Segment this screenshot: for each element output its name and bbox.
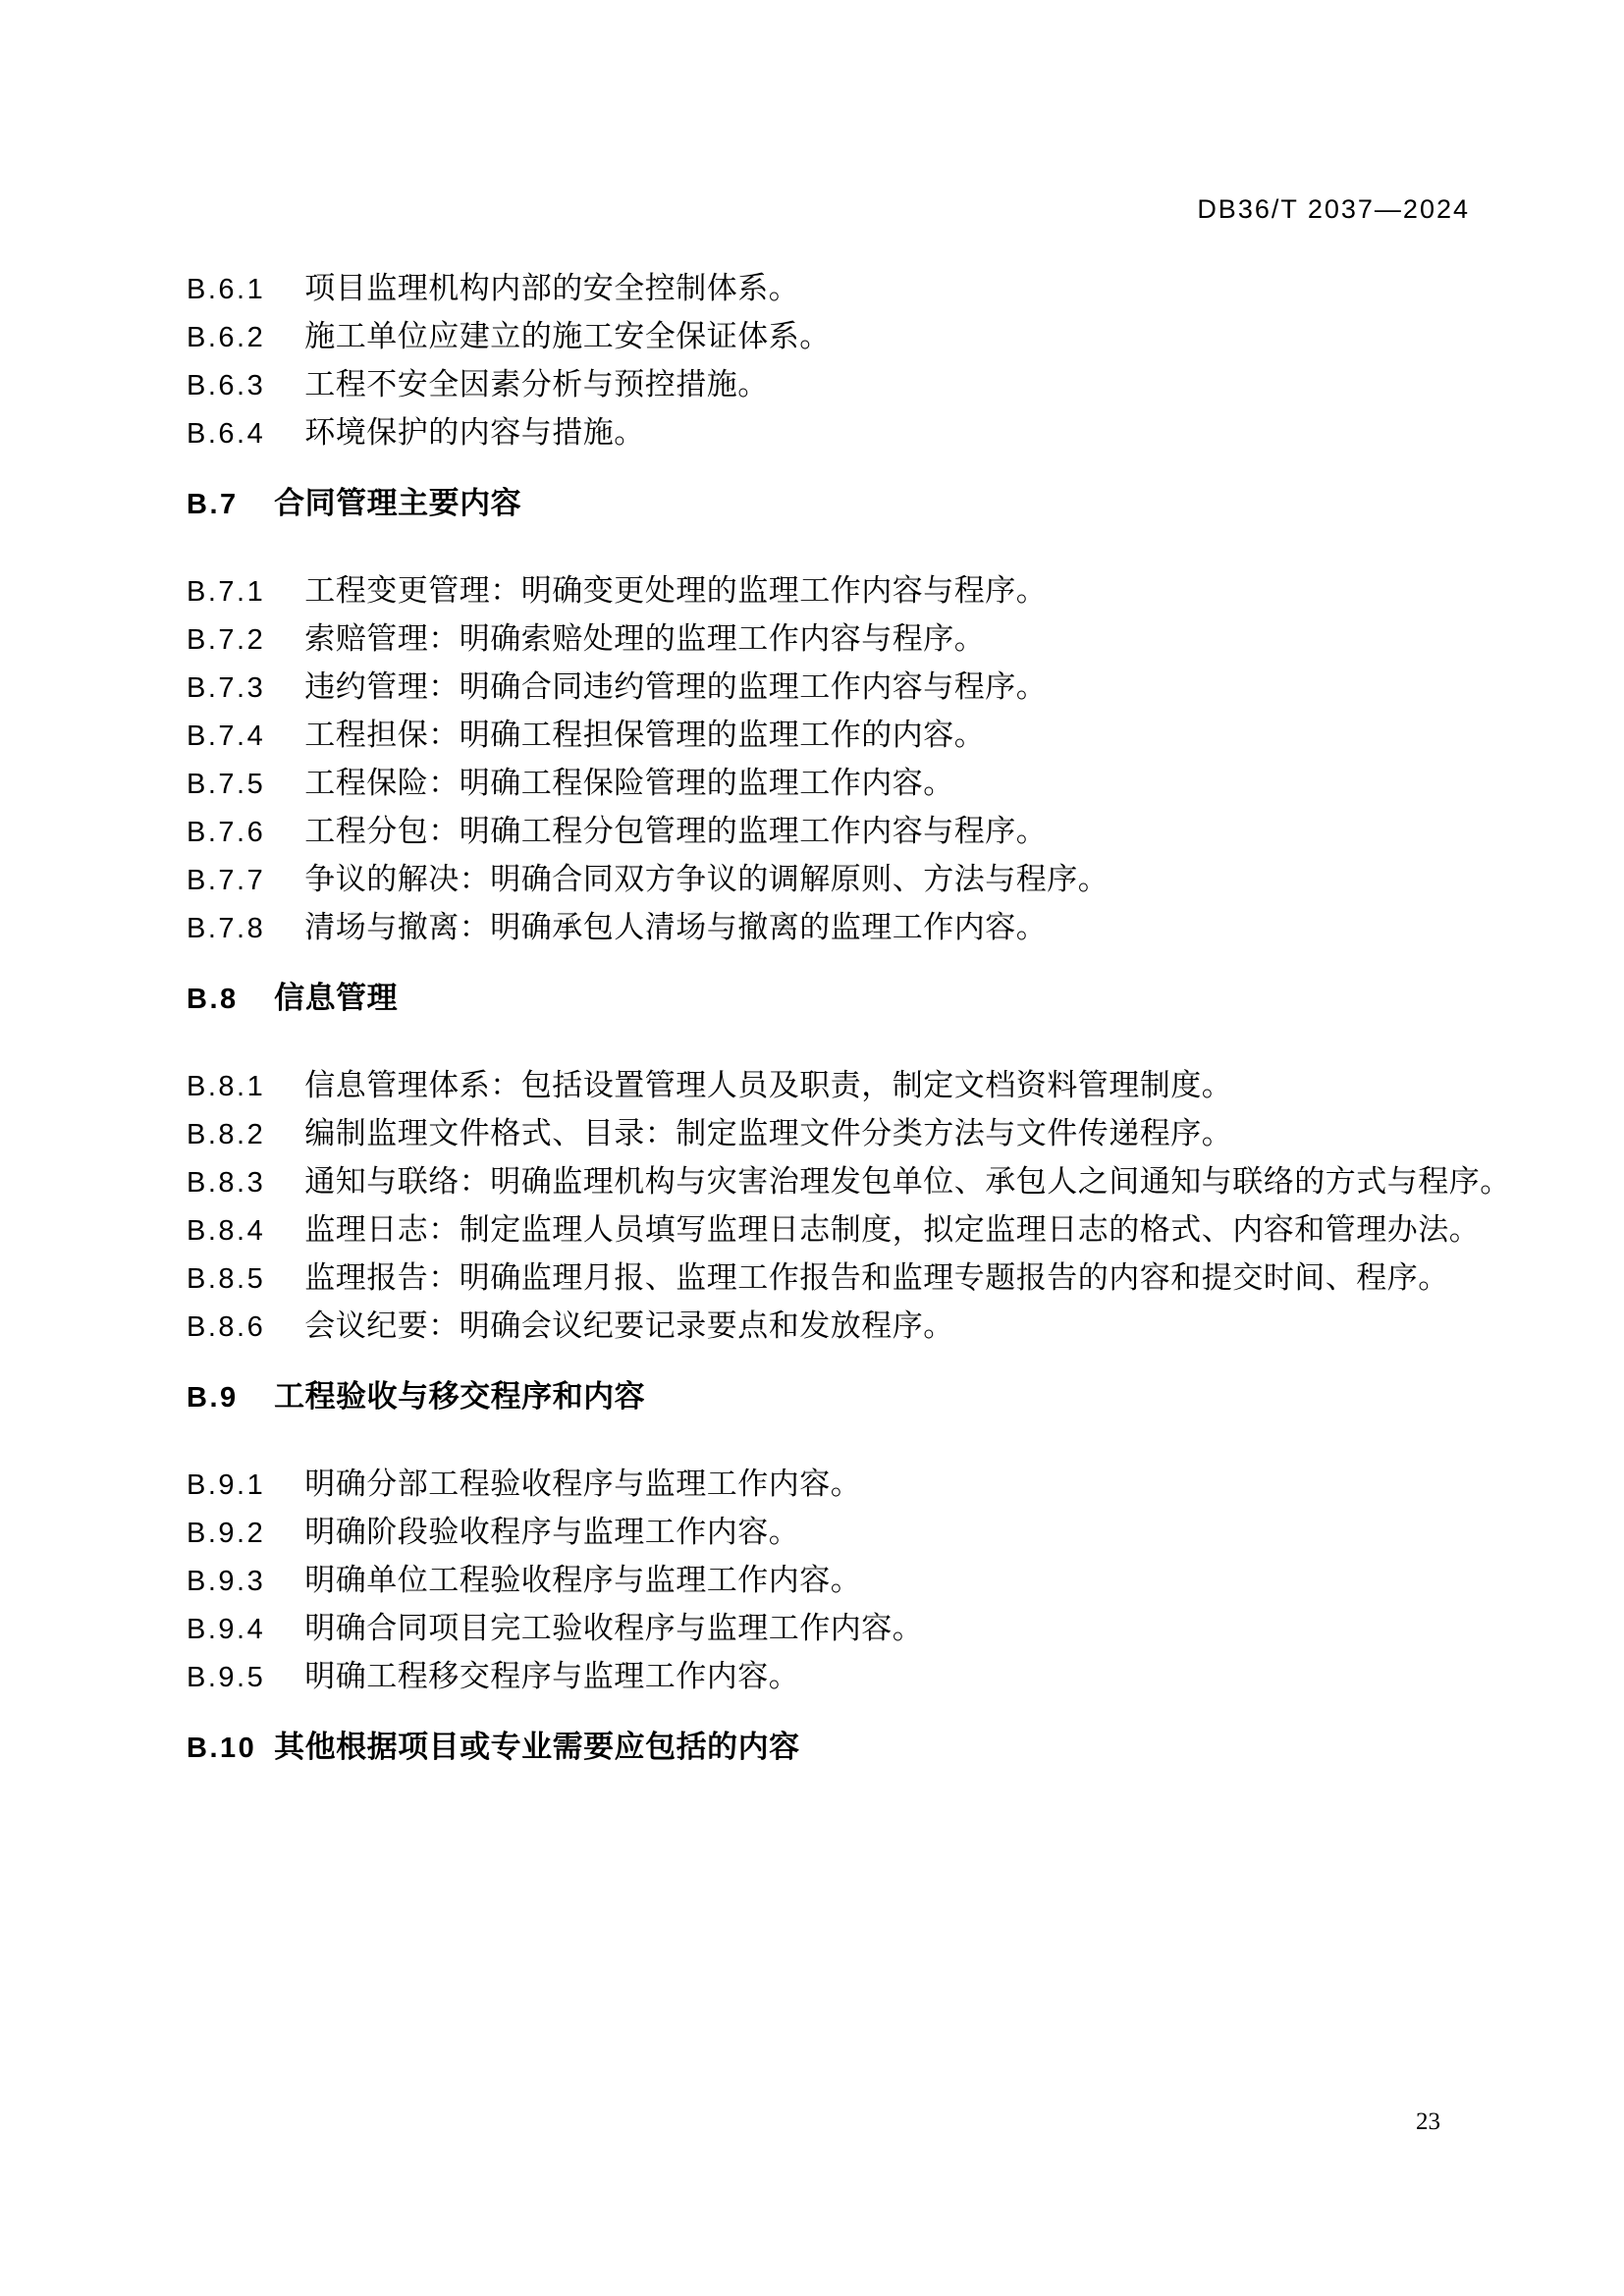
- clause-number: B.7.6: [187, 817, 266, 848]
- clause-number: B.8.5: [187, 1263, 266, 1295]
- section-title: 合同管理主要内容: [274, 486, 522, 520]
- clause-text: 明确单位工程验收程序与监理工作内容。: [304, 1563, 862, 1597]
- section-heading: [187, 1724, 1581, 1772]
- clause-number: B.8.6: [187, 1311, 266, 1343]
- section-title: 信息管理: [274, 981, 399, 1015]
- clause-text: 工程保险：明确工程保险管理的监理工作内容。: [304, 766, 954, 800]
- clause-item: [187, 1062, 1581, 1110]
- document-body: [187, 265, 1581, 1811]
- clause-text: 明确工程移交程序与监理工作内容。: [304, 1659, 800, 1693]
- clause-text: 清场与撤离：明确承包人清场与撤离的监理工作内容。: [304, 910, 1048, 944]
- document-section: [187, 975, 1581, 1351]
- clause-item: [187, 712, 1581, 760]
- clause-item: [187, 567, 1581, 615]
- clause-item: [187, 808, 1581, 856]
- document-code-header: DB36/T 2037—2024: [1197, 194, 1470, 224]
- clause-number: B.8.1: [187, 1071, 266, 1102]
- clause-item: [187, 409, 1581, 457]
- clause-item: [187, 664, 1581, 712]
- clause-number: B.7.1: [187, 576, 266, 608]
- clause-number: B.8.2: [187, 1119, 266, 1150]
- clause-text: 工程分包：明确工程分包管理的监理工作内容与程序。: [304, 814, 1048, 848]
- clause-item: [187, 1461, 1581, 1509]
- document-section: [187, 480, 1581, 952]
- clause-text: 项目监理机构内部的安全控制体系。: [304, 271, 800, 305]
- clause-item: [187, 361, 1581, 409]
- clause-text: 工程不安全因素分析与预控措施。: [304, 367, 769, 401]
- clause-text: 索赔管理：明确索赔处理的监理工作内容与程序。: [304, 621, 986, 656]
- clause-text: 信息管理体系：包括设置管理人员及职责，制定文档资料管理制度。: [304, 1068, 1233, 1102]
- clause-item: [187, 1206, 1581, 1255]
- clause-text: 通知与联络：明确监理机构与灾害治理发包单位、承包人之间通知与联络的方式与程序。: [304, 1164, 1511, 1199]
- clause-number: B.9.4: [187, 1614, 266, 1645]
- section-heading: [187, 1373, 1581, 1421]
- clause-number: B.9.2: [187, 1518, 266, 1549]
- clause-item: [187, 1110, 1581, 1158]
- clause-text: 违约管理：明确合同违约管理的监理工作内容与程序。: [304, 669, 1048, 704]
- document-section: [187, 1373, 1581, 1701]
- clause-text: 工程变更管理：明确变更处理的监理工作内容与程序。: [304, 573, 1048, 608]
- clause-item: [187, 760, 1581, 808]
- clause-item: [187, 615, 1581, 664]
- page-number: 23: [1416, 2109, 1440, 2135]
- section-number: B.7: [187, 489, 239, 520]
- section-title: 工程验收与移交程序和内容: [274, 1379, 646, 1414]
- clause-number: B.8.3: [187, 1167, 266, 1199]
- clause-text: 明确合同项目完工验收程序与监理工作内容。: [304, 1611, 924, 1645]
- clause-item: [187, 1303, 1581, 1351]
- clause-text: 争议的解决：明确合同双方争议的调解原则、方法与程序。: [304, 862, 1110, 896]
- clause-number: B.6.4: [187, 418, 266, 450]
- section-heading: [187, 480, 1581, 528]
- clause-item: [187, 856, 1581, 904]
- clause-text: 工程担保：明确工程担保管理的监理工作的内容。: [304, 718, 986, 752]
- clause-number: B.7.8: [187, 913, 266, 944]
- clause-item: [187, 265, 1581, 313]
- section-number: B.10: [187, 1733, 257, 1764]
- clause-number: B.6.2: [187, 322, 266, 353]
- clause-number: B.6.1: [187, 274, 266, 305]
- clause-number: B.9.3: [187, 1566, 266, 1597]
- clause-item: [187, 313, 1581, 361]
- clause-number: B.9.5: [187, 1662, 266, 1693]
- section-number: B.8: [187, 984, 239, 1015]
- clause-text: 施工单位应建立的施工安全保证体系。: [304, 319, 831, 353]
- section-title: 其他根据项目或专业需要应包括的内容: [274, 1730, 800, 1764]
- clause-item: [187, 1509, 1581, 1557]
- section-number: B.9: [187, 1382, 239, 1414]
- clause-item: [187, 1158, 1581, 1206]
- document-section: [187, 1724, 1581, 1772]
- clause-item: [187, 1605, 1581, 1653]
- clause-text: 编制监理文件格式、目录：制定监理文件分类方法与文件传递程序。: [304, 1116, 1233, 1150]
- clause-number: B.7.3: [187, 672, 266, 704]
- clause-text: 会议纪要：明确会议纪要记录要点和发放程序。: [304, 1308, 954, 1343]
- clause-number: B.9.1: [187, 1469, 266, 1501]
- clause-number: B.7.4: [187, 721, 266, 752]
- clause-number: B.8.4: [187, 1215, 266, 1247]
- clause-text: 监理报告：明确监理月报、监理工作报告和监理专题报告的内容和提交时间、程序。: [304, 1260, 1449, 1295]
- clause-number: B.7.7: [187, 865, 266, 896]
- clause-text: 监理日志：制定监理人员填写监理日志制度，拟定监理日志的格式、内容和管理办法。: [304, 1212, 1481, 1247]
- clause-number: B.7.2: [187, 624, 266, 656]
- clause-item: [187, 1653, 1581, 1701]
- clause-text: 明确阶段验收程序与监理工作内容。: [304, 1515, 800, 1549]
- document-section: [187, 265, 1581, 457]
- clause-number: B.7.5: [187, 769, 266, 800]
- clause-item: [187, 1255, 1581, 1303]
- section-heading: [187, 975, 1581, 1023]
- clause-item: [187, 1557, 1581, 1605]
- clause-text: 环境保护的内容与措施。: [304, 415, 645, 450]
- clause-item: [187, 904, 1581, 952]
- clause-number: B.6.3: [187, 370, 266, 401]
- clause-text: 明确分部工程验收程序与监理工作内容。: [304, 1467, 862, 1501]
